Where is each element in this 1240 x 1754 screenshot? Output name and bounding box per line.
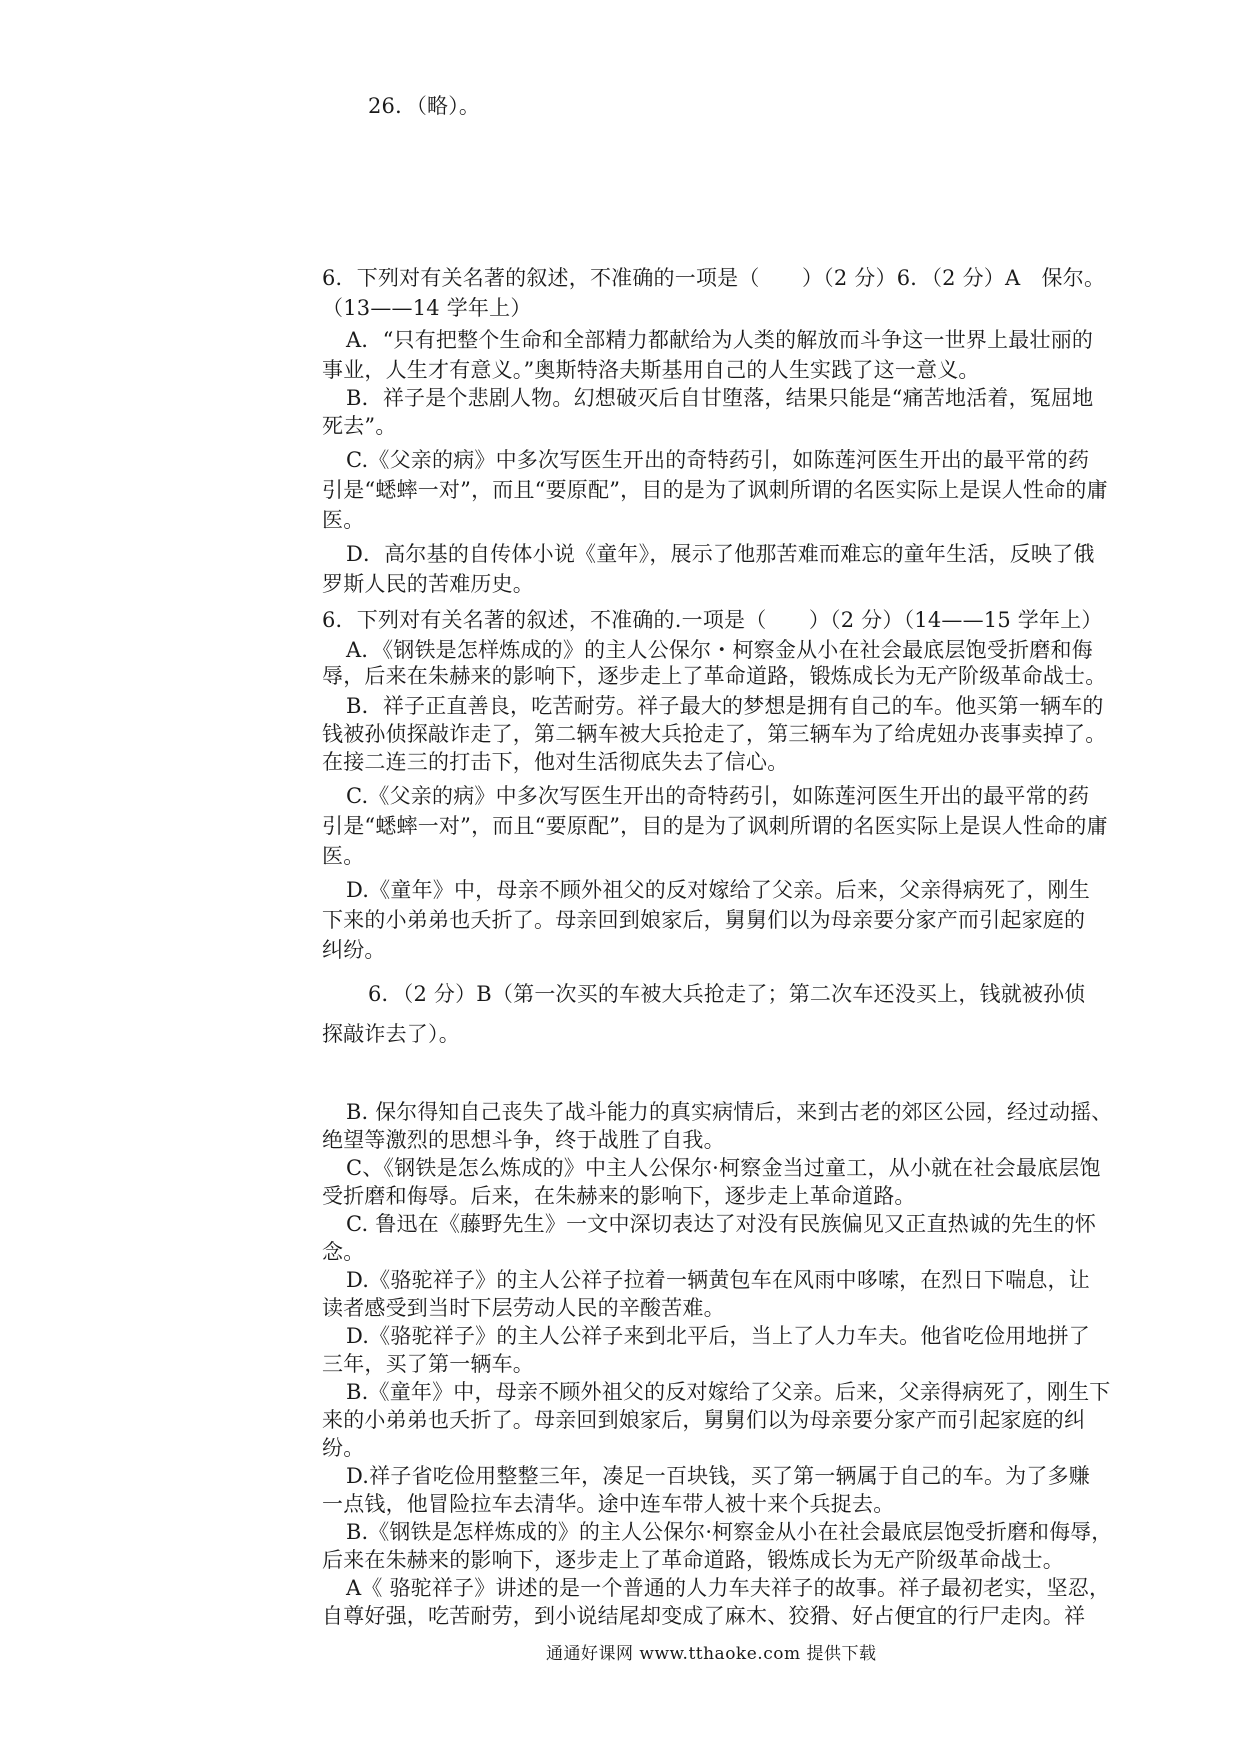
text-line: 纷。 — [322, 1436, 365, 1460]
text-line: 医。 — [322, 508, 365, 532]
option-a: A．《钢铁是怎样炼成的》的主人公保尔・柯察金从小在社会最底层饱受折磨和侮 — [346, 638, 1093, 662]
text-line: 读者感受到当时下层劳动人民的辛酸苦难。 — [322, 1296, 725, 1320]
text-line: 三年，买了第一辆车。 — [322, 1352, 534, 1376]
text-line: B.《童年》中，母亲不顾外祖父的反对嫁给了父亲。后来，父亲得病死了，刚生下 — [346, 1380, 1111, 1404]
option-b: B．祥子是个悲剧人物。幻想破灭后自甘堕落，结果只能是“痛苦地活着，冤屈地 — [346, 386, 1094, 410]
text-line: 下来的小弟弟也夭折了。母亲回到娘家后，舅舅们以为母亲要分家产而引起家庭的 — [322, 908, 1086, 932]
text-line: 死去”。 — [322, 414, 397, 438]
text-line: 26．（略）。 — [368, 94, 481, 118]
text-line: 绝望等激烈的思想斗争，终于战胜了自我。 — [322, 1128, 725, 1152]
text-line: 一点钱，他冒险拉车去清华。途中连车带人被十来个兵捉去。 — [322, 1492, 895, 1516]
text-line: C、《钢铁是怎么炼成的》中主人公保尔·柯察金当过童工，从小就在社会最底层饱 — [346, 1156, 1101, 1180]
question-heading: 6．下列对有关名著的叙述，不准确的.一项是（ ）（2 分）（14——15 学年上） — [322, 608, 1103, 632]
text-line: C. 鲁迅在《藤野先生》一文中深切表达了对没有民族偏见又正直热诚的先生的怀 — [346, 1212, 1097, 1236]
question-heading: 6．下列对有关名著的叙述，不准确的一项是（ ）（2 分）6．（2 分）A 保尔。 — [322, 266, 1106, 290]
text-line: B. 保尔得知自己丧失了战斗能力的真实病情后，来到古老的郊区公园，经过动摇、 — [346, 1100, 1113, 1124]
answer-line: 6．（2 分）B（第一次买的车被大兵抢走了；第二次车还没买上，钱就被孙侦 — [368, 982, 1086, 1006]
text-line: D.《骆驼祥子》的主人公祥子来到北平后，当上了人力车夫。他省吃俭用地拼了 — [346, 1324, 1090, 1348]
text-line: 医。 — [322, 844, 365, 868]
text-line: 纠纷。 — [322, 938, 386, 962]
text-line: 探敲诈去了）。 — [322, 1022, 460, 1046]
page-footer: 通通好课网 www.tthaoke.com 提供下载 — [546, 1644, 877, 1664]
text-line: 事业，人生才有意义。”奥斯特洛夫斯基用自己的人生实践了这一意义。 — [322, 358, 980, 382]
text-line: 钱被孙侦探敲诈走了，第二辆车被大兵抢走了，第三辆车为了给虎妞办丧事卖掉了。 — [322, 722, 1107, 746]
text-line: 引是“蟋蟀一对”，而且“要原配”，目的是为了讽刺所谓的名医实际上是误人性命的庸 — [322, 478, 1108, 502]
text-line: 念。 — [322, 1240, 365, 1264]
text-line: A《 骆驼祥子》讲述的是一个普通的人力车夫祥子的故事。祥子最初老实，坚忍， — [346, 1576, 1111, 1600]
option-c: C.《父亲的病》中多次写医生开出的奇特药引，如陈莲河医生开出的最平常的药 — [346, 784, 1090, 808]
option-d: D．高尔基的自传体小说《童年》，展示了他那苦难而难忘的童年生活，反映了俄 — [346, 542, 1095, 566]
text-line: （13——14 学年上） — [322, 296, 532, 320]
text-line: 在接二连三的打击下，他对生活彻底失去了信心。 — [322, 750, 789, 774]
text-line: 自尊好强，吃苦耐劳，到小说结尾却变成了麻木、狡猾、好占便宜的行尸走肉。祥 — [322, 1604, 1086, 1628]
option-c: C.《父亲的病》中多次写医生开出的奇特药引，如陈莲河医生开出的最平常的药 — [346, 448, 1090, 472]
text-line: B.《钢铁是怎样炼成的》的主人公保尔·柯察金从小在社会最底层饱受折磨和侮辱， — [346, 1520, 1113, 1544]
text-line: D.祥子省吃俭用整整三年，凑足一百块钱，买了第一辆属于自己的车。为了多赚 — [346, 1464, 1090, 1488]
text-line: 来的小弟弟也夭折了。母亲回到娘家后，舅舅们以为母亲要分家产而引起家庭的纠 — [322, 1408, 1086, 1432]
text-line: 辱，后来在朱赫来的影响下，逐步走上了革命道路，锻炼成长为无产阶级革命战士。 — [322, 664, 1107, 688]
option-b: B．祥子正直善良，吃苦耐劳。祥子最大的梦想是拥有自己的车。他买第一辆车的 — [346, 694, 1104, 718]
text-line: D.《骆驼祥子》的主人公祥子拉着一辆黄包车在风雨中哆嗦，在烈日下喘息，让 — [346, 1268, 1090, 1292]
text-line: 受折磨和侮辱。后来，在朱赫来的影响下，逐步走上革命道路。 — [322, 1184, 916, 1208]
text-line: 罗斯人民的苦难历史。 — [322, 572, 534, 596]
text-line: 引是“蟋蟀一对”，而且“要原配”，目的是为了讽刺所谓的名医实际上是误人性命的庸 — [322, 814, 1108, 838]
option-a: A．“只有把整个生命和全部精力都献给为人类的解放而斗争这一世界上最壮丽的 — [346, 328, 1094, 352]
option-d: D.《童年》中，母亲不顾外祖父的反对嫁给了父亲。后来，父亲得病死了，刚生 — [346, 878, 1090, 902]
text-line: 后来在朱赫来的影响下，逐步走上了革命道路，锻炼成长为无产阶级革命战士。 — [322, 1548, 1064, 1572]
